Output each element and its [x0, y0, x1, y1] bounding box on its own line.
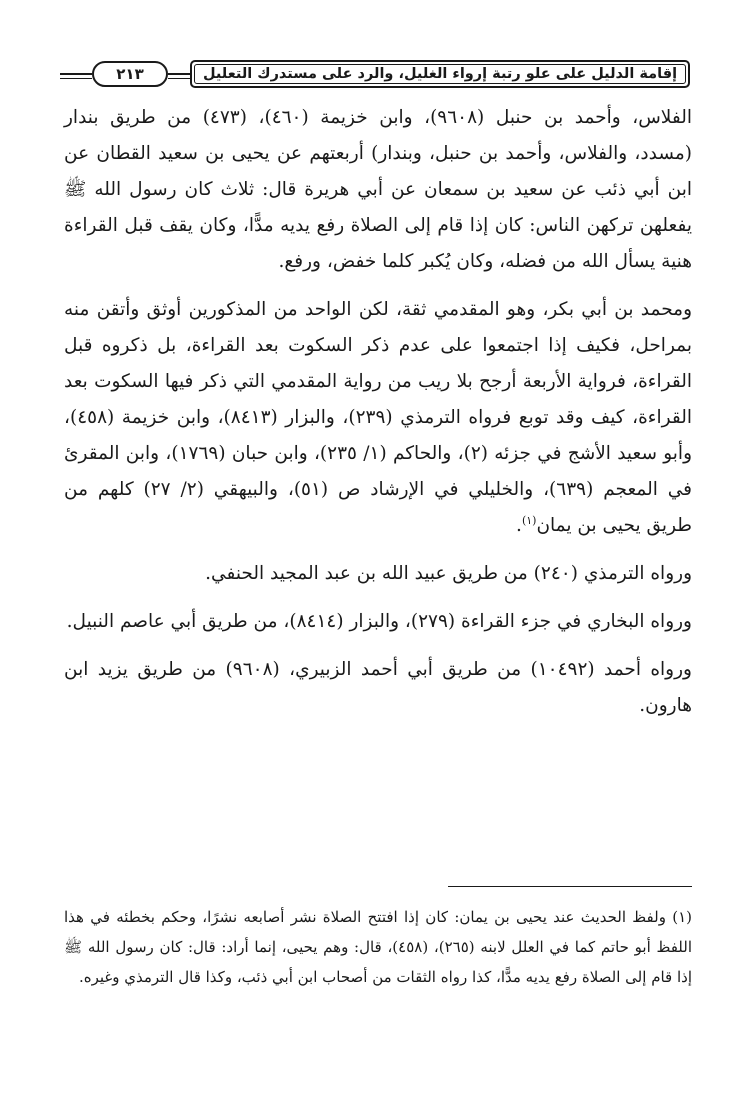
- paragraph: ورواه الترمذي (٢٤٠) من طريق عبيد الله بن عبد المجيد الحنفي.: [205, 563, 692, 584]
- header-rule: [60, 78, 92, 79]
- footnote-text: (١) ولفظ الحديث عند يحيى بن يمان: كان إذا افتتح الصلاة نشر أصابعه نشرًا، وحكم بخطئه في هذا اللفظ أبو حاتم كما في العلل لابنه (٢٦٥)، (٤٥٨)، قال: وهم يحيى، إنما أراد: قال: كان رسول الله ﷺ إذا قام إلى الصلاة رفع يديه مدًّا، كذا رواه الثقات من أصحاب ابن أبي ذئب، وكذا قال الترمذي وغيره.: [64, 908, 692, 986]
- paragraph: الفلاس، وأحمد بن حنبل (٩٦٠٨)، وابن خزيمة (٤٦٠)، (٤٧٣) من طريق بندار (مسدد، والفلاس، وأحمد بن حنبل، وبندار) أربعتهم عن يحيى بن سعيد القطان عن ابن أبي ذئب عن سعيد بن سمعان عن أبي هريرة قال: ثلاث كان رسول الله ﷺ يفعلهن تركهن الناس: كان إذا قام إلى الصلاة رفع يديه مدًّا، وكان يقف قبل القراءة هنية يسأل الله من فضله، وكان يُكبر كلما خفض، ورفع.: [64, 107, 692, 272]
- footnote-separator: [448, 886, 692, 887]
- header-rule: [60, 73, 92, 75]
- running-header: [60, 58, 692, 92]
- header-rule: [168, 78, 190, 79]
- header-title-box: [190, 60, 690, 88]
- page-number: ٢١٣: [116, 65, 144, 83]
- paragraph: [64, 292, 692, 544]
- footnote: [64, 902, 692, 992]
- footnote-marker[interactable]: (١): [521, 513, 537, 527]
- book-title: إقامة الدليل على علو رتبة إرواء الغليل، والرد على مستدرك التعليل: [202, 66, 678, 82]
- paragraph: ورواه البخاري في جزء القراءة (٢٧٩)، والبزار (٨٤١٤)، من طريق أبي عاصم النبيل.: [66, 611, 692, 632]
- paragraph-end: .: [516, 515, 522, 536]
- page-number-box: [92, 61, 168, 87]
- header-rule: [168, 73, 190, 75]
- paragraph: ورواه أحمد (١٠٤٩٢) من طريق أبي أحمد الزبيري، (٩٦٠٨) من طريق يزيد ابن هارون.: [64, 659, 692, 716]
- main-text: [64, 100, 692, 736]
- paragraph-text: ومحمد بن أبي بكر، وهو المقدمي ثقة، لكن الواحد من المذكورين أوثق وأتقن منه بمراحل، فكيف إذا اجتمعوا على عدم ذكر السكوت بعد القراءة، بل ذكروه قبل القراءة، فرواية الأربعة أرجح بلا ريب من رواية المقدمي التي ذكر فيها السكوت بعد القراءة، كيف وقد توبع فرواه الترمذي (٢٣٩)، والبزار (٨٤١٣)، وابن خزيمة (٤٥٨)، وأبو سعيد الأشج في جزئه (٢)، والحاكم (١/ ٢٣٥)، وابن حبان (١٧٦٩)، وابن المقرئ في المعجم (٦٣٩)، والخليلي في الإرشاد ص (٥١)، والبيهقي (٢/ ٢٧) كلهم من طريق يحيى بن يمان: [64, 299, 693, 536]
